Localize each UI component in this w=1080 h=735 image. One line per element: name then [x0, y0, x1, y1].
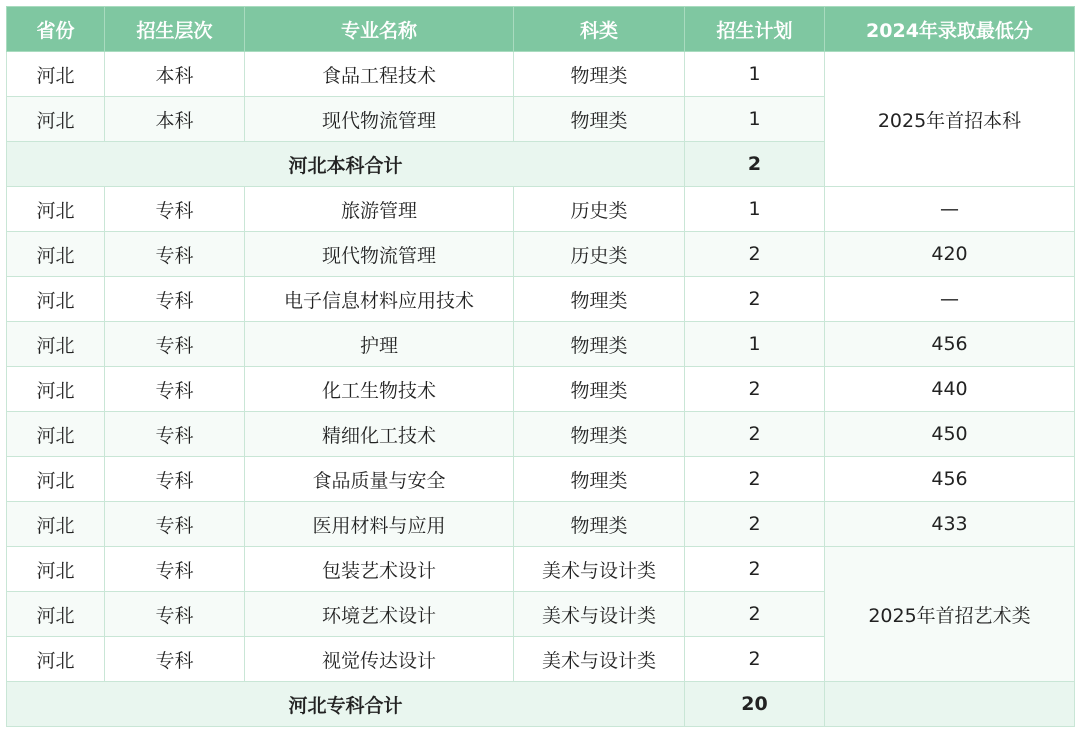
cell-province: 河北	[7, 322, 105, 367]
cell-plan: 1	[685, 322, 825, 367]
cell-level: 专科	[105, 322, 245, 367]
cell-plan: 2	[685, 502, 825, 547]
cell-category: 物理类	[514, 52, 685, 97]
cell-plan: 2	[685, 457, 825, 502]
cell-category: 美术与设计类	[514, 547, 685, 592]
cell-min-score: 450	[825, 412, 1075, 457]
cell-province: 河北	[7, 232, 105, 277]
cell-major: 化工生物技术	[245, 367, 514, 412]
table-row	[7, 412, 1075, 457]
cell-level: 专科	[105, 187, 245, 232]
cell-major: 现代物流管理	[245, 97, 514, 142]
cell-major: 医用材料与应用	[245, 502, 514, 547]
cell-category: 物理类	[514, 322, 685, 367]
cell-level: 专科	[105, 412, 245, 457]
cell-plan: 1	[685, 187, 825, 232]
cell-major: 食品工程技术	[245, 52, 514, 97]
subtotal-value: 20	[685, 682, 825, 727]
cell-category: 物理类	[514, 457, 685, 502]
subtotal-row-zhuanke	[7, 682, 1075, 727]
table-row	[7, 277, 1075, 322]
cell-category: 物理类	[514, 502, 685, 547]
cell-category: 物理类	[514, 412, 685, 457]
admission-plan-table-container	[6, 6, 1074, 727]
table-row	[7, 232, 1075, 277]
cell-benke-note: 2025年首招本科	[825, 52, 1075, 187]
cell-province: 河北	[7, 457, 105, 502]
cell-province: 河北	[7, 97, 105, 142]
table-row	[7, 502, 1075, 547]
cell-level: 专科	[105, 592, 245, 637]
cell-major: 现代物流管理	[245, 232, 514, 277]
cell-province: 河北	[7, 637, 105, 682]
header-min-score: 2024年录取最低分	[825, 7, 1075, 52]
cell-category: 物理类	[514, 367, 685, 412]
cell-min-score: —	[825, 277, 1075, 322]
cell-level: 专科	[105, 277, 245, 322]
admission-plan-table	[6, 6, 1075, 727]
cell-art-note: 2025年首招艺术类	[825, 547, 1075, 682]
cell-province: 河北	[7, 187, 105, 232]
cell-plan: 2	[685, 592, 825, 637]
table-row	[7, 187, 1075, 232]
subtotal-label: 河北本科合计	[7, 142, 685, 187]
cell-major: 电子信息材料应用技术	[245, 277, 514, 322]
subtotal-value: 2	[685, 142, 825, 187]
table-row	[7, 547, 1075, 592]
cell-major: 食品质量与安全	[245, 457, 514, 502]
cell-category: 美术与设计类	[514, 592, 685, 637]
subtotal-label: 河北专科合计	[7, 682, 685, 727]
cell-province: 河北	[7, 52, 105, 97]
cell-plan: 2	[685, 367, 825, 412]
cell-level: 专科	[105, 232, 245, 277]
cell-min-score: 433	[825, 502, 1075, 547]
cell-level: 本科	[105, 97, 245, 142]
table-row	[7, 367, 1075, 412]
cell-major: 旅游管理	[245, 187, 514, 232]
cell-plan: 2	[685, 232, 825, 277]
cell-province: 河北	[7, 412, 105, 457]
cell-province: 河北	[7, 367, 105, 412]
cell-plan: 1	[685, 52, 825, 97]
table-row	[7, 457, 1075, 502]
cell-province: 河北	[7, 277, 105, 322]
cell-province: 河北	[7, 502, 105, 547]
cell-plan: 2	[685, 637, 825, 682]
header-category: 科类	[514, 7, 685, 52]
header-plan: 招生计划	[685, 7, 825, 52]
cell-level: 本科	[105, 52, 245, 97]
cell-plan: 2	[685, 277, 825, 322]
cell-category: 物理类	[514, 277, 685, 322]
cell-level: 专科	[105, 637, 245, 682]
table-header-row	[7, 7, 1075, 52]
cell-plan: 1	[685, 97, 825, 142]
cell-min-score: 440	[825, 367, 1075, 412]
subtotal-blank-cell	[825, 682, 1075, 727]
cell-major: 护理	[245, 322, 514, 367]
cell-category: 物理类	[514, 97, 685, 142]
cell-level: 专科	[105, 457, 245, 502]
cell-major: 视觉传达设计	[245, 637, 514, 682]
cell-province: 河北	[7, 592, 105, 637]
cell-major: 环境艺术设计	[245, 592, 514, 637]
cell-plan: 2	[685, 412, 825, 457]
table-row	[7, 322, 1075, 367]
cell-level: 专科	[105, 547, 245, 592]
cell-category: 美术与设计类	[514, 637, 685, 682]
cell-category: 历史类	[514, 232, 685, 277]
header-level: 招生层次	[105, 7, 245, 52]
cell-min-score: 456	[825, 457, 1075, 502]
cell-major: 精细化工技术	[245, 412, 514, 457]
cell-province: 河北	[7, 547, 105, 592]
header-province: 省份	[7, 7, 105, 52]
header-major: 专业名称	[245, 7, 514, 52]
table-row	[7, 52, 1075, 97]
cell-level: 专科	[105, 367, 245, 412]
cell-min-score: 420	[825, 232, 1075, 277]
cell-min-score: —	[825, 187, 1075, 232]
cell-major: 包装艺术设计	[245, 547, 514, 592]
cell-category: 历史类	[514, 187, 685, 232]
cell-min-score: 456	[825, 322, 1075, 367]
cell-level: 专科	[105, 502, 245, 547]
cell-plan: 2	[685, 547, 825, 592]
